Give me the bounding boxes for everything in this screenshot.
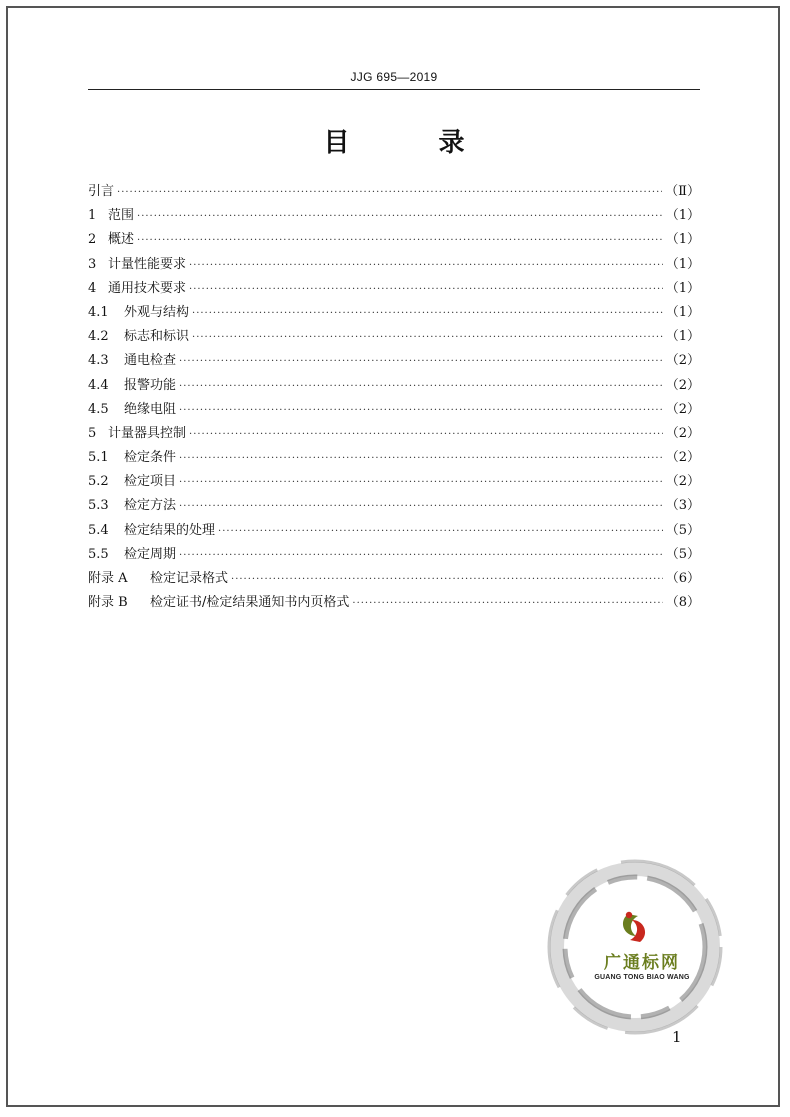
toc-leader-dots xyxy=(189,278,663,302)
toc-entry xyxy=(88,180,700,204)
toc-entry-page: （2） xyxy=(665,450,700,466)
toc-entry xyxy=(88,398,700,422)
toc-entry-page: （3） xyxy=(665,498,700,514)
toc-entry-label: 检定证书/检定结果通知书内页格式 xyxy=(150,595,350,611)
toc-entry-label: 通电检查 xyxy=(124,353,177,369)
toc-entry-number: 4.3 xyxy=(88,353,109,369)
toc-leader-dots xyxy=(179,447,663,471)
toc-entry-label: 检定方法 xyxy=(124,498,177,514)
toc-entry-number: 5 xyxy=(88,425,97,441)
standard-code-header: JJG 695—2019 xyxy=(350,70,438,84)
toc-entry xyxy=(88,349,700,373)
toc-entry-label: 计量器具控制 xyxy=(108,425,187,441)
toc-entry-label: 检定项目 xyxy=(124,474,177,490)
toc-entry-page: （1） xyxy=(665,256,700,272)
logo-icon xyxy=(623,912,645,942)
toc-leader-dots xyxy=(189,254,663,278)
toc-entry-label: 检定周期 xyxy=(124,546,177,562)
toc-entry-label: 引言 xyxy=(88,184,115,199)
toc-entry-number: 5.3 xyxy=(88,498,109,514)
toc-entry-number: 3 xyxy=(88,256,97,272)
toc-entry-page: （2） xyxy=(665,401,700,417)
toc-leader-dots xyxy=(117,181,662,205)
toc-leader-dots xyxy=(137,229,663,253)
toc-entry-page: （8） xyxy=(665,595,700,611)
toc-entry-label: 计量性能要求 xyxy=(108,256,187,272)
toc-leader-dots xyxy=(189,423,663,447)
toc-entry-number: 5.4 xyxy=(88,522,109,538)
toc-leader-dots xyxy=(179,399,663,423)
toc-entry-label: 检定结果的处理 xyxy=(124,522,216,538)
toc-entry-page: （5） xyxy=(665,546,700,562)
toc-entry xyxy=(88,543,700,567)
toc-entry-number: 4.1 xyxy=(88,304,109,320)
toc-entry-page: （2） xyxy=(665,425,700,441)
toc-entry-page: （Ⅱ） xyxy=(665,184,700,199)
toc-leader-dots xyxy=(179,350,663,374)
toc-entry-number: 5.1 xyxy=(88,450,109,466)
toc-entry-page: （1） xyxy=(665,329,700,345)
toc-entry-label: 检定记录格式 xyxy=(150,571,229,586)
toc-entry xyxy=(88,422,700,446)
toc-entry-page: （6） xyxy=(665,571,700,586)
toc-leader-dots xyxy=(192,326,663,350)
toc-entry-label: 检定条件 xyxy=(124,450,177,466)
toc-entry xyxy=(88,277,700,301)
toc-entry-number: 5.5 xyxy=(88,546,109,562)
toc-entry-page: （1） xyxy=(665,208,700,224)
toc-entry-label: 范围 xyxy=(108,208,135,224)
toc-entry-label: 外观与结构 xyxy=(124,304,190,320)
toc-entry xyxy=(88,301,700,325)
toc-entry xyxy=(88,567,700,591)
toc-entry-number: 附录 A xyxy=(88,571,128,586)
toc-entry-page: （1） xyxy=(665,232,700,248)
toc-leader-dots xyxy=(179,471,663,495)
toc-entry-number: 2 xyxy=(88,232,97,248)
toc-entry xyxy=(88,519,700,543)
toc-leader-dots xyxy=(179,495,663,519)
toc-entry-number: 4 xyxy=(88,280,97,296)
toc-entry-number: 附录 B xyxy=(88,595,128,611)
toc-entry-label: 概述 xyxy=(108,232,135,248)
toc-entry-page: （2） xyxy=(665,377,700,393)
toc-entry-page: （1） xyxy=(665,304,700,320)
toc-entry-number: 1 xyxy=(88,208,97,224)
toc-entry xyxy=(88,228,700,252)
toc-leader-dots xyxy=(179,375,663,399)
toc-entry xyxy=(88,446,700,470)
watermark-name-cn: 广通标网 xyxy=(604,953,680,973)
toc-leader-dots xyxy=(352,592,662,616)
toc-entry xyxy=(88,374,700,398)
toc-entry-page: （2） xyxy=(665,474,700,490)
toc-entry-label: 通用技术要求 xyxy=(108,280,187,296)
toc-entry-label: 报警功能 xyxy=(124,377,177,393)
toc-leader-dots xyxy=(179,544,663,568)
toc-entry-label: 绝缘电阻 xyxy=(124,401,177,417)
toc-entry-number: 4.4 xyxy=(88,377,109,393)
page-title: 目 录 xyxy=(323,128,505,158)
toc-leader-dots xyxy=(218,520,663,544)
toc-entry xyxy=(88,470,700,494)
toc-entry-number: 5.2 xyxy=(88,474,109,490)
page-number: 1 xyxy=(672,1028,682,1046)
watermark-name-en: GUANG TONG BIAO WANG xyxy=(594,974,690,981)
toc-entry-page: （1） xyxy=(665,280,700,296)
watermark-seal xyxy=(540,852,730,1042)
toc-entry xyxy=(88,591,700,615)
toc-entry-page: （5） xyxy=(665,522,700,538)
toc-entry xyxy=(88,204,700,228)
table-of-contents xyxy=(88,180,700,615)
toc-entry-label: 标志和标识 xyxy=(124,329,190,345)
header-divider xyxy=(88,89,700,90)
toc-entry xyxy=(88,253,700,277)
toc-entry xyxy=(88,325,700,349)
toc-entry xyxy=(88,494,700,518)
toc-leader-dots xyxy=(192,302,663,326)
toc-leader-dots xyxy=(231,568,663,592)
toc-leader-dots xyxy=(137,205,663,229)
toc-entry-number: 4.5 xyxy=(88,401,109,417)
toc-entry-number: 4.2 xyxy=(88,329,109,345)
toc-entry-page: （2） xyxy=(665,353,700,369)
